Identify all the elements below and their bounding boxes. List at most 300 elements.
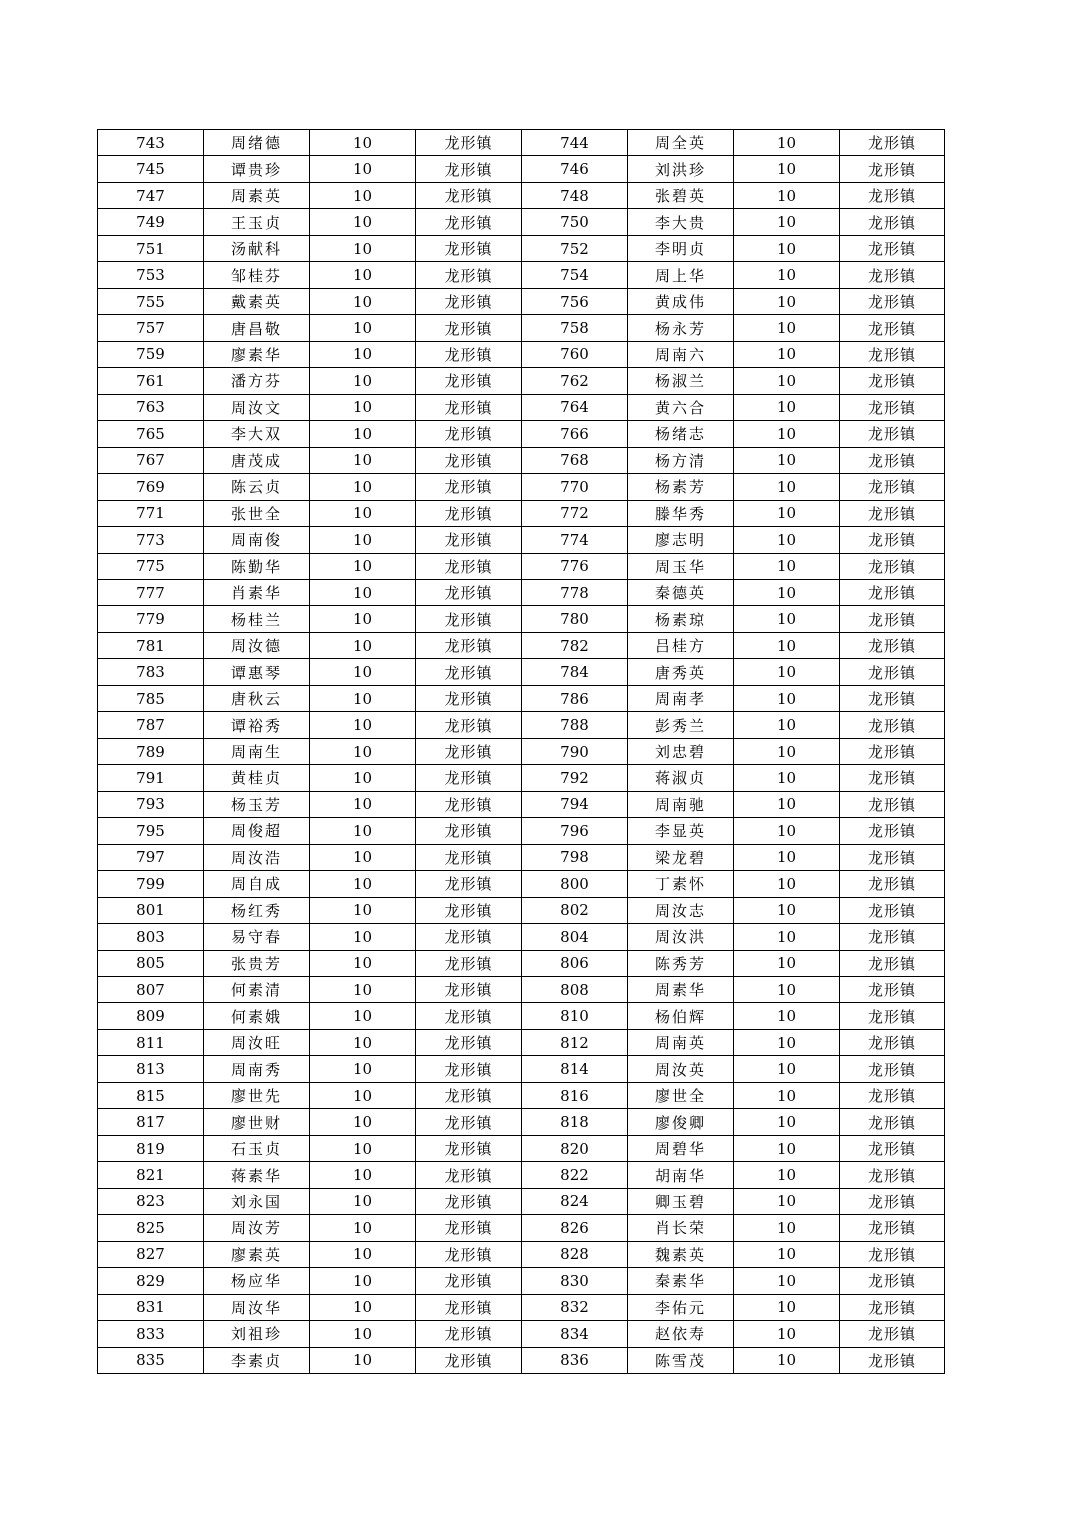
right-entry-town: 龙形镇: [840, 421, 945, 447]
left-entry-name: 邹桂芬: [204, 262, 310, 288]
right-entry-name: 唐秀英: [628, 659, 734, 685]
right-entry-name: 秦德英: [628, 579, 734, 605]
left-entry-town: 龙形镇: [416, 421, 522, 447]
left-entry-town: 龙形镇: [416, 130, 522, 156]
left-entry-number: 821: [98, 1162, 204, 1188]
left-entry-number: 805: [98, 950, 204, 976]
left-entry-name: 谭贵珍: [204, 156, 310, 182]
left-entry-town: 龙形镇: [416, 818, 522, 844]
right-entry-town: 龙形镇: [840, 553, 945, 579]
left-entry-name: 刘祖珍: [204, 1321, 310, 1347]
left-entry-amount: 10: [310, 818, 416, 844]
left-entry-name: 陈云贞: [204, 474, 310, 500]
left-entry-town: 龙形镇: [416, 844, 522, 870]
left-entry-amount: 10: [310, 1268, 416, 1294]
left-entry-number: 785: [98, 685, 204, 711]
left-entry-amount: 10: [310, 262, 416, 288]
left-entry-amount: 10: [310, 1215, 416, 1241]
right-entry-name: 杨绪志: [628, 421, 734, 447]
left-entry-amount: 10: [310, 871, 416, 897]
left-entry-amount: 10: [310, 685, 416, 711]
left-entry-name: 黄桂贞: [204, 765, 310, 791]
left-entry-name: 周南生: [204, 738, 310, 764]
right-entry-name: 杨伯辉: [628, 1003, 734, 1029]
left-entry-town: 龙形镇: [416, 341, 522, 367]
right-entry-name: 廖俊卿: [628, 1109, 734, 1135]
left-entry-number: 779: [98, 606, 204, 632]
table-row: [98, 421, 945, 447]
left-entry-number: 827: [98, 1241, 204, 1267]
right-entry-town: 龙形镇: [840, 1135, 945, 1161]
table-row: [98, 924, 945, 950]
left-entry-name: 杨应华: [204, 1268, 310, 1294]
right-entry-town: 龙形镇: [840, 897, 945, 923]
left-entry-amount: 10: [310, 553, 416, 579]
table-row: [98, 738, 945, 764]
left-entry-town: 龙形镇: [416, 262, 522, 288]
left-entry-name: 周自成: [204, 871, 310, 897]
table-row: [98, 765, 945, 791]
left-entry-number: 761: [98, 368, 204, 394]
right-entry-number: 834: [522, 1321, 628, 1347]
left-entry-town: 龙形镇: [416, 897, 522, 923]
right-entry-number: 836: [522, 1347, 628, 1373]
right-entry-town: 龙形镇: [840, 209, 945, 235]
right-entry-number: 744: [522, 130, 628, 156]
right-entry-amount: 10: [734, 1135, 840, 1161]
right-entry-amount: 10: [734, 950, 840, 976]
left-entry-number: 763: [98, 394, 204, 420]
left-entry-number: 749: [98, 209, 204, 235]
left-entry-number: 823: [98, 1188, 204, 1214]
right-entry-town: 龙形镇: [840, 341, 945, 367]
left-entry-number: 745: [98, 156, 204, 182]
right-entry-town: 龙形镇: [840, 1268, 945, 1294]
left-entry-number: 757: [98, 315, 204, 341]
left-entry-amount: 10: [310, 1162, 416, 1188]
right-entry-town: 龙形镇: [840, 871, 945, 897]
right-entry-town: 龙形镇: [840, 368, 945, 394]
right-entry-name: 蒋淑贞: [628, 765, 734, 791]
right-entry-name: 廖志明: [628, 527, 734, 553]
left-entry-name: 廖世先: [204, 1082, 310, 1108]
left-entry-amount: 10: [310, 791, 416, 817]
left-entry-amount: 10: [310, 924, 416, 950]
table-row: [98, 156, 945, 182]
left-entry-town: 龙形镇: [416, 950, 522, 976]
left-entry-name: 周素英: [204, 182, 310, 208]
table-row: [98, 447, 945, 473]
table-row: [98, 871, 945, 897]
left-entry-town: 龙形镇: [416, 500, 522, 526]
table-row: [98, 315, 945, 341]
right-entry-name: 杨素琼: [628, 606, 734, 632]
table-row: [98, 818, 945, 844]
right-entry-amount: 10: [734, 235, 840, 261]
right-entry-number: 780: [522, 606, 628, 632]
left-entry-number: 751: [98, 235, 204, 261]
left-entry-town: 龙形镇: [416, 659, 522, 685]
left-entry-town: 龙形镇: [416, 579, 522, 605]
left-entry-name: 石玉贞: [204, 1135, 310, 1161]
right-entry-number: 832: [522, 1294, 628, 1320]
right-entry-amount: 10: [734, 871, 840, 897]
right-entry-amount: 10: [734, 685, 840, 711]
table-row: [98, 791, 945, 817]
left-entry-name: 王玉贞: [204, 209, 310, 235]
left-entry-amount: 10: [310, 315, 416, 341]
table-row: [98, 209, 945, 235]
left-entry-name: 周汝芳: [204, 1215, 310, 1241]
right-entry-name: 杨永芳: [628, 315, 734, 341]
right-entry-amount: 10: [734, 659, 840, 685]
left-entry-name: 廖素英: [204, 1241, 310, 1267]
right-entry-name: 廖世全: [628, 1082, 734, 1108]
left-entry-amount: 10: [310, 844, 416, 870]
right-entry-name: 滕华秀: [628, 500, 734, 526]
left-entry-name: 唐昌敬: [204, 315, 310, 341]
left-entry-town: 龙形镇: [416, 182, 522, 208]
left-entry-amount: 10: [310, 659, 416, 685]
right-entry-town: 龙形镇: [840, 1109, 945, 1135]
left-entry-town: 龙形镇: [416, 235, 522, 261]
left-entry-number: 759: [98, 341, 204, 367]
left-entry-amount: 10: [310, 527, 416, 553]
table-row: [98, 1215, 945, 1241]
left-entry-number: 819: [98, 1135, 204, 1161]
right-entry-number: 752: [522, 235, 628, 261]
right-entry-name: 黄成伟: [628, 288, 734, 314]
left-entry-amount: 10: [310, 235, 416, 261]
right-entry-number: 756: [522, 288, 628, 314]
left-entry-amount: 10: [310, 765, 416, 791]
right-entry-name: 周汝英: [628, 1056, 734, 1082]
right-entry-amount: 10: [734, 1003, 840, 1029]
table-row: [98, 1321, 945, 1347]
right-entry-number: 784: [522, 659, 628, 685]
left-entry-amount: 10: [310, 632, 416, 658]
left-entry-town: 龙形镇: [416, 1135, 522, 1161]
right-entry-amount: 10: [734, 1109, 840, 1135]
right-entry-town: 龙形镇: [840, 315, 945, 341]
left-entry-town: 龙形镇: [416, 1109, 522, 1135]
right-entry-town: 龙形镇: [840, 447, 945, 473]
left-entry-amount: 10: [310, 1241, 416, 1267]
left-entry-number: 753: [98, 262, 204, 288]
right-entry-amount: 10: [734, 632, 840, 658]
table-row: [98, 500, 945, 526]
right-entry-town: 龙形镇: [840, 1321, 945, 1347]
right-entry-town: 龙形镇: [840, 474, 945, 500]
right-entry-town: 龙形镇: [840, 288, 945, 314]
left-entry-name: 唐秋云: [204, 685, 310, 711]
right-entry-number: 800: [522, 871, 628, 897]
left-entry-number: 797: [98, 844, 204, 870]
table-row: [98, 1029, 945, 1055]
right-entry-name: 李显英: [628, 818, 734, 844]
left-entry-amount: 10: [310, 977, 416, 1003]
right-entry-town: 龙形镇: [840, 712, 945, 738]
right-entry-amount: 10: [734, 553, 840, 579]
right-entry-amount: 10: [734, 844, 840, 870]
left-entry-town: 龙形镇: [416, 1056, 522, 1082]
right-entry-town: 龙形镇: [840, 394, 945, 420]
left-entry-town: 龙形镇: [416, 632, 522, 658]
right-entry-town: 龙形镇: [840, 818, 945, 844]
table-row: [98, 977, 945, 1003]
left-entry-amount: 10: [310, 1056, 416, 1082]
right-entry-town: 龙形镇: [840, 685, 945, 711]
left-entry-town: 龙形镇: [416, 156, 522, 182]
left-entry-amount: 10: [310, 1188, 416, 1214]
left-entry-number: 771: [98, 500, 204, 526]
right-entry-name: 丁素怀: [628, 871, 734, 897]
right-entry-town: 龙形镇: [840, 1215, 945, 1241]
right-entry-name: 彭秀兰: [628, 712, 734, 738]
left-entry-name: 周汝华: [204, 1294, 310, 1320]
left-entry-name: 周南秀: [204, 1056, 310, 1082]
right-entry-name: 周南孝: [628, 685, 734, 711]
left-entry-amount: 10: [310, 1003, 416, 1029]
left-entry-name: 谭惠琴: [204, 659, 310, 685]
right-entry-name: 李佑元: [628, 1294, 734, 1320]
left-entry-name: 陈勤华: [204, 553, 310, 579]
table-row: [98, 288, 945, 314]
right-entry-town: 龙形镇: [840, 659, 945, 685]
right-entry-amount: 10: [734, 394, 840, 420]
right-entry-number: 776: [522, 553, 628, 579]
left-entry-number: 783: [98, 659, 204, 685]
right-entry-number: 782: [522, 632, 628, 658]
right-entry-amount: 10: [734, 474, 840, 500]
right-entry-name: 陈雪茂: [628, 1347, 734, 1373]
right-entry-number: 790: [522, 738, 628, 764]
right-entry-amount: 10: [734, 1215, 840, 1241]
right-entry-town: 龙形镇: [840, 1294, 945, 1320]
right-entry-name: 周南英: [628, 1029, 734, 1055]
left-entry-name: 杨红秀: [204, 897, 310, 923]
right-entry-name: 黄六合: [628, 394, 734, 420]
left-entry-town: 龙形镇: [416, 1162, 522, 1188]
left-entry-number: 767: [98, 447, 204, 473]
right-entry-number: 750: [522, 209, 628, 235]
left-entry-number: 747: [98, 182, 204, 208]
left-entry-name: 周汝浩: [204, 844, 310, 870]
left-entry-number: 743: [98, 130, 204, 156]
left-entry-name: 杨玉芳: [204, 791, 310, 817]
left-entry-number: 791: [98, 765, 204, 791]
right-entry-name: 周上华: [628, 262, 734, 288]
left-entry-amount: 10: [310, 182, 416, 208]
left-entry-number: 831: [98, 1294, 204, 1320]
table-row: [98, 1162, 945, 1188]
right-entry-town: 龙形镇: [840, 1003, 945, 1029]
left-entry-name: 汤献科: [204, 235, 310, 261]
left-entry-town: 龙形镇: [416, 209, 522, 235]
left-entry-number: 769: [98, 474, 204, 500]
table-row: [98, 659, 945, 685]
right-entry-name: 胡南华: [628, 1162, 734, 1188]
left-entry-amount: 10: [310, 368, 416, 394]
right-entry-number: 812: [522, 1029, 628, 1055]
table-row: [98, 897, 945, 923]
left-entry-amount: 10: [310, 897, 416, 923]
left-entry-town: 龙形镇: [416, 527, 522, 553]
right-entry-name: 杨素芳: [628, 474, 734, 500]
left-entry-number: 815: [98, 1082, 204, 1108]
right-entry-town: 龙形镇: [840, 527, 945, 553]
right-entry-amount: 10: [734, 182, 840, 208]
left-entry-town: 龙形镇: [416, 977, 522, 1003]
left-entry-town: 龙形镇: [416, 1321, 522, 1347]
right-entry-town: 龙形镇: [840, 950, 945, 976]
right-entry-number: 762: [522, 368, 628, 394]
left-entry-town: 龙形镇: [416, 765, 522, 791]
right-entry-town: 龙形镇: [840, 844, 945, 870]
left-entry-amount: 10: [310, 447, 416, 473]
right-entry-number: 786: [522, 685, 628, 711]
left-entry-town: 龙形镇: [416, 1003, 522, 1029]
left-entry-town: 龙形镇: [416, 1347, 522, 1373]
right-entry-name: 周玉华: [628, 553, 734, 579]
left-entry-name: 李素贞: [204, 1347, 310, 1373]
left-entry-name: 张世全: [204, 500, 310, 526]
left-entry-amount: 10: [310, 1109, 416, 1135]
left-entry-name: 戴素英: [204, 288, 310, 314]
left-entry-number: 777: [98, 579, 204, 605]
left-entry-number: 833: [98, 1321, 204, 1347]
table-row: [98, 579, 945, 605]
right-entry-number: 814: [522, 1056, 628, 1082]
right-entry-name: 杨方清: [628, 447, 734, 473]
right-entry-name: 陈秀芳: [628, 950, 734, 976]
left-entry-amount: 10: [310, 421, 416, 447]
table-row: [98, 844, 945, 870]
table-row: [98, 527, 945, 553]
right-entry-amount: 10: [734, 818, 840, 844]
right-entry-number: 816: [522, 1082, 628, 1108]
right-entry-name: 李明贞: [628, 235, 734, 261]
right-entry-town: 龙形镇: [840, 1188, 945, 1214]
left-entry-number: 787: [98, 712, 204, 738]
table-row: [98, 474, 945, 500]
right-entry-amount: 10: [734, 977, 840, 1003]
right-entry-amount: 10: [734, 1241, 840, 1267]
right-entry-amount: 10: [734, 368, 840, 394]
left-entry-town: 龙形镇: [416, 738, 522, 764]
right-entry-amount: 10: [734, 447, 840, 473]
right-entry-name: 赵依寿: [628, 1321, 734, 1347]
table-row: [98, 1082, 945, 1108]
table-row: [98, 394, 945, 420]
left-entry-name: 廖素华: [204, 341, 310, 367]
right-entry-town: 龙形镇: [840, 182, 945, 208]
right-entry-amount: 10: [734, 606, 840, 632]
left-entry-amount: 10: [310, 1294, 416, 1320]
right-entry-amount: 10: [734, 1321, 840, 1347]
right-entry-number: 766: [522, 421, 628, 447]
right-entry-town: 龙形镇: [840, 1162, 945, 1188]
right-entry-name: 周素华: [628, 977, 734, 1003]
right-entry-name: 周全英: [628, 130, 734, 156]
right-entry-number: 830: [522, 1268, 628, 1294]
right-entry-amount: 10: [734, 738, 840, 764]
left-entry-number: 755: [98, 288, 204, 314]
left-entry-name: 李大双: [204, 421, 310, 447]
right-entry-name: 梁龙碧: [628, 844, 734, 870]
right-entry-amount: 10: [734, 1162, 840, 1188]
right-entry-number: 810: [522, 1003, 628, 1029]
right-entry-number: 754: [522, 262, 628, 288]
table-row: [98, 130, 945, 156]
table-row: [98, 1188, 945, 1214]
left-entry-town: 龙形镇: [416, 394, 522, 420]
table-row: [98, 1056, 945, 1082]
right-entry-amount: 10: [734, 1082, 840, 1108]
left-entry-town: 龙形镇: [416, 1241, 522, 1267]
right-entry-number: 802: [522, 897, 628, 923]
right-entry-number: 748: [522, 182, 628, 208]
left-entry-number: 825: [98, 1215, 204, 1241]
left-entry-amount: 10: [310, 606, 416, 632]
left-entry-town: 龙形镇: [416, 553, 522, 579]
left-entry-amount: 10: [310, 394, 416, 420]
left-entry-town: 龙形镇: [416, 1268, 522, 1294]
right-entry-town: 龙形镇: [840, 235, 945, 261]
left-entry-amount: 10: [310, 1082, 416, 1108]
left-entry-town: 龙形镇: [416, 1294, 522, 1320]
table-row: [98, 1109, 945, 1135]
left-entry-name: 周绪德: [204, 130, 310, 156]
table-row: [98, 235, 945, 261]
left-entry-amount: 10: [310, 209, 416, 235]
right-entry-number: 758: [522, 315, 628, 341]
left-entry-name: 肖素华: [204, 579, 310, 605]
left-entry-number: 835: [98, 1347, 204, 1373]
left-entry-amount: 10: [310, 1029, 416, 1055]
left-entry-town: 龙形镇: [416, 712, 522, 738]
left-entry-number: 803: [98, 924, 204, 950]
right-entry-number: 760: [522, 341, 628, 367]
right-entry-amount: 10: [734, 341, 840, 367]
right-entry-town: 龙形镇: [840, 1347, 945, 1373]
left-entry-number: 829: [98, 1268, 204, 1294]
table-row: [98, 1268, 945, 1294]
right-entry-amount: 10: [734, 315, 840, 341]
right-entry-town: 龙形镇: [840, 977, 945, 1003]
left-entry-amount: 10: [310, 1135, 416, 1161]
table-row: [98, 950, 945, 976]
left-entry-name: 周汝文: [204, 394, 310, 420]
table-row: [98, 341, 945, 367]
left-entry-name: 周汝旺: [204, 1029, 310, 1055]
left-entry-name: 何素娥: [204, 1003, 310, 1029]
left-entry-town: 龙形镇: [416, 1215, 522, 1241]
right-entry-number: 796: [522, 818, 628, 844]
right-entry-town: 龙形镇: [840, 606, 945, 632]
right-entry-number: 808: [522, 977, 628, 1003]
left-entry-number: 817: [98, 1109, 204, 1135]
right-entry-town: 龙形镇: [840, 579, 945, 605]
right-entry-amount: 10: [734, 288, 840, 314]
right-entry-town: 龙形镇: [840, 765, 945, 791]
right-entry-name: 周汝志: [628, 897, 734, 923]
right-entry-name: 杨淑兰: [628, 368, 734, 394]
right-entry-town: 龙形镇: [840, 1241, 945, 1267]
right-entry-amount: 10: [734, 924, 840, 950]
left-entry-town: 龙形镇: [416, 288, 522, 314]
left-entry-number: 765: [98, 421, 204, 447]
